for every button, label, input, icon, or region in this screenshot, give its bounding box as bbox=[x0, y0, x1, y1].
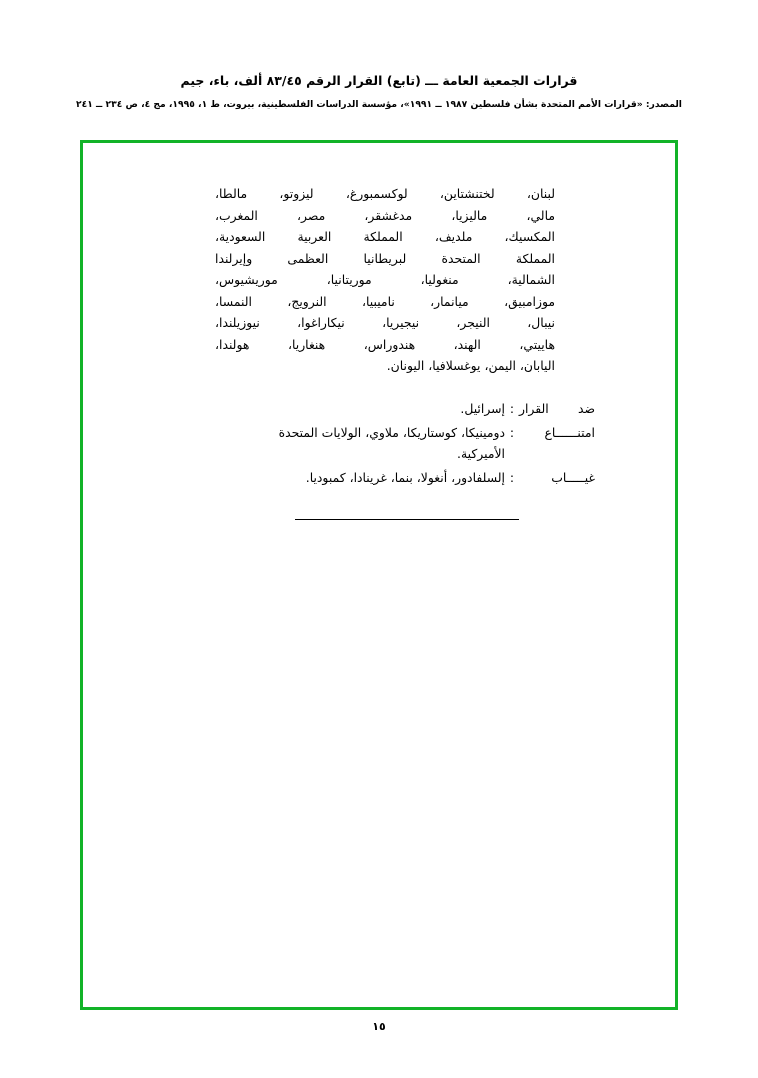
vote-value-text: إلسلفادور، أنغولا، بنما، غرينادا، كمبوديا. bbox=[305, 469, 505, 485]
country-line: الشمالية، منغوليا، موريتانيا، موريشيوس، bbox=[215, 272, 555, 287]
source-line: المصدر: «قرارات الأمم المتحدة بشأن فلسطين ١٩٨٧ ــ ١٩٩١»، مؤسسة الدراسات الفلسطينية، بيروت، ط ١، ١٩٩٥، مج ٤، ص ٢٣٤ ــ ٢٤١ bbox=[76, 99, 682, 110]
vote-row-absent bbox=[175, 467, 595, 489]
vote-results bbox=[175, 398, 595, 490]
document-header bbox=[0, 72, 758, 112]
vote-label: امتنــــــاع bbox=[544, 424, 595, 440]
vote-value-text: إسرائيل. bbox=[460, 401, 505, 416]
vote-row-abstain bbox=[175, 422, 595, 465]
vote-value-continuation: الأميركية. bbox=[457, 446, 505, 461]
vote-value bbox=[175, 398, 505, 420]
country-line: موزامبيق، ميانمار، ناميبيا، النرويج، النمسا، bbox=[215, 293, 555, 309]
vote-colon: : bbox=[509, 401, 515, 416]
country-line: هاييتي، الهند، هندوراس، هنغاريا، هولندا، bbox=[215, 336, 555, 352]
vote-row-against bbox=[175, 398, 595, 420]
country-list bbox=[215, 183, 555, 377]
country-line: مالي، ماليزيا، مدغشقر، مصر، المغرب، bbox=[215, 207, 555, 223]
vote-colon: : bbox=[509, 469, 515, 485]
vote-colon: : bbox=[509, 424, 515, 440]
country-line: المملكة المتحدة لبريطانيا العظمى وإيرلندا bbox=[215, 250, 555, 266]
vote-label: ضد القرار bbox=[519, 401, 595, 416]
vote-value-text: دومينيكا، كوستاريكا، ملاوي، الولايات المتحدة bbox=[278, 424, 505, 440]
vote-label: غيـــــاب bbox=[551, 469, 595, 485]
country-line: المكسيك، ملديف، المملكة العربية السعودية، bbox=[215, 229, 555, 244]
page-title: قرارات الجمعية العامة ـــ (تابع) القرار الرقم ٨٣/٤٥ ألف، باء، جيم bbox=[180, 73, 578, 88]
horizontal-rule bbox=[295, 519, 519, 520]
country-line: لبنان، لختنشتاين، لوكسمبورغ، ليزوتو، مالطا، bbox=[215, 186, 555, 201]
country-line: نيبال، النيجر، نيجيريا، نيكاراغوا، نيوزيلندا، bbox=[215, 315, 555, 330]
page-number: ١٥ bbox=[372, 1020, 386, 1033]
country-list-block bbox=[215, 183, 555, 377]
vote-value bbox=[175, 422, 505, 465]
content-frame bbox=[80, 140, 678, 1010]
country-line: اليابان، اليمن، يوغسلافيا، اليونان. bbox=[386, 358, 555, 373]
vote-value bbox=[175, 467, 505, 489]
